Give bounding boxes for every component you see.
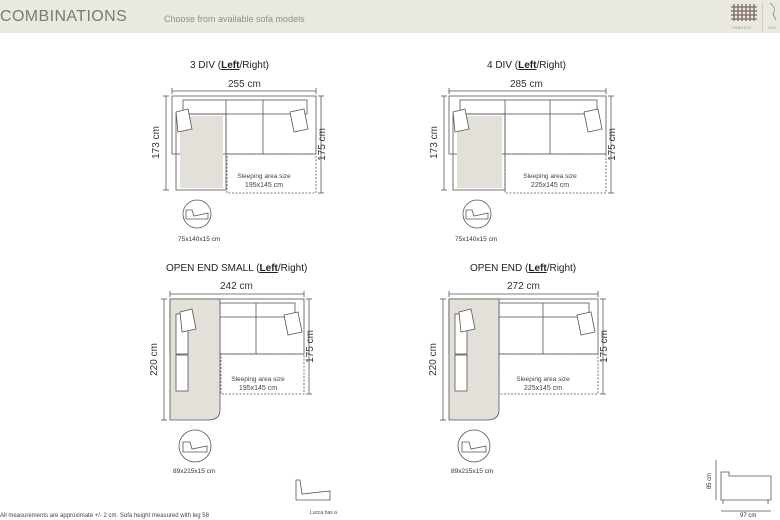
side-height-dimension: 85 cm [707, 472, 714, 490]
depth-right-dimension: 175 cm [304, 330, 316, 363]
option-right[interactable]: /Right) [277, 263, 308, 274]
sleeping-area [511, 375, 575, 393]
combo-name: 3 DIV ( [190, 60, 222, 71]
option-left[interactable]: Left [518, 60, 537, 71]
option-left[interactable]: Left [221, 60, 240, 71]
sleeping-area-label: Sleeping area size [523, 173, 577, 180]
depth-left-dimension: 220 cm [148, 343, 160, 376]
page-title: COMBINATIONS [0, 8, 128, 25]
depth-right-dimension: 175 cm [316, 128, 328, 161]
sleeping-area-size: 225x145 cm [523, 385, 563, 392]
sleeping-area-size: 195x145 cm [244, 182, 284, 189]
option-left[interactable]: Left [528, 263, 547, 274]
combo-title-4div [487, 60, 566, 71]
combo-name: 4 DIV ( [487, 60, 519, 71]
combo-title-open-end-small [166, 263, 307, 274]
combo-name: OPEN END ( [470, 263, 529, 274]
combo-name: OPEN END SMALL ( [166, 263, 260, 274]
depth-left-dimension: 173 cm [428, 126, 440, 159]
side-width-dimension: 97 cm [740, 513, 757, 519]
combo-title-3div [190, 60, 269, 71]
chaise-size: 75x140x15 cm [178, 236, 221, 243]
sleeping-area [234, 172, 294, 190]
depth-left-dimension: 173 cm [150, 126, 162, 159]
option-right[interactable]: /Right) [239, 60, 269, 71]
sleeping-area [518, 172, 582, 190]
option-left[interactable]: Left [259, 263, 278, 274]
sleeping-area-label: Sleeping area size [237, 173, 291, 180]
option-right[interactable]: /Right) [536, 60, 566, 71]
sleeping-area-size: 195x145 cm [238, 385, 278, 392]
option-right[interactable]: /Right) [546, 263, 577, 274]
chaise-size: 89x215x15 cm [451, 468, 494, 475]
width-dimension: 242 cm [220, 281, 253, 292]
depth-right-dimension: 175 cm [598, 330, 610, 363]
sleeping-area-label: Sleeping area size [516, 376, 570, 383]
sleeping-area [228, 375, 288, 393]
combo-title-open-end [470, 263, 576, 274]
page-subtitle: Choose from available sofa models [164, 14, 305, 24]
width-dimension: 255 cm [228, 79, 261, 90]
sleeping-area-size: 225x145 cm [530, 182, 570, 189]
fabrics-label: FABRICS [732, 25, 752, 30]
depth-left-dimension: 220 cm [427, 343, 439, 376]
width-dimension: 285 cm [510, 79, 543, 90]
sleeping-area-label: Sleeping area size [231, 376, 285, 383]
lucca-note: Lucca has a [310, 510, 337, 516]
width-dimension: 272 cm [507, 281, 540, 292]
legs-label: LEG [768, 25, 777, 30]
chaise-size: 89x215x15 cm [173, 468, 216, 475]
depth-right-dimension: 175 cm [606, 128, 618, 161]
chaise-size: 75x140x15 cm [455, 236, 498, 243]
measurement-note: All measurements are approximate +/- 2 cm. Sofa height measured with leg 58 [0, 513, 209, 519]
